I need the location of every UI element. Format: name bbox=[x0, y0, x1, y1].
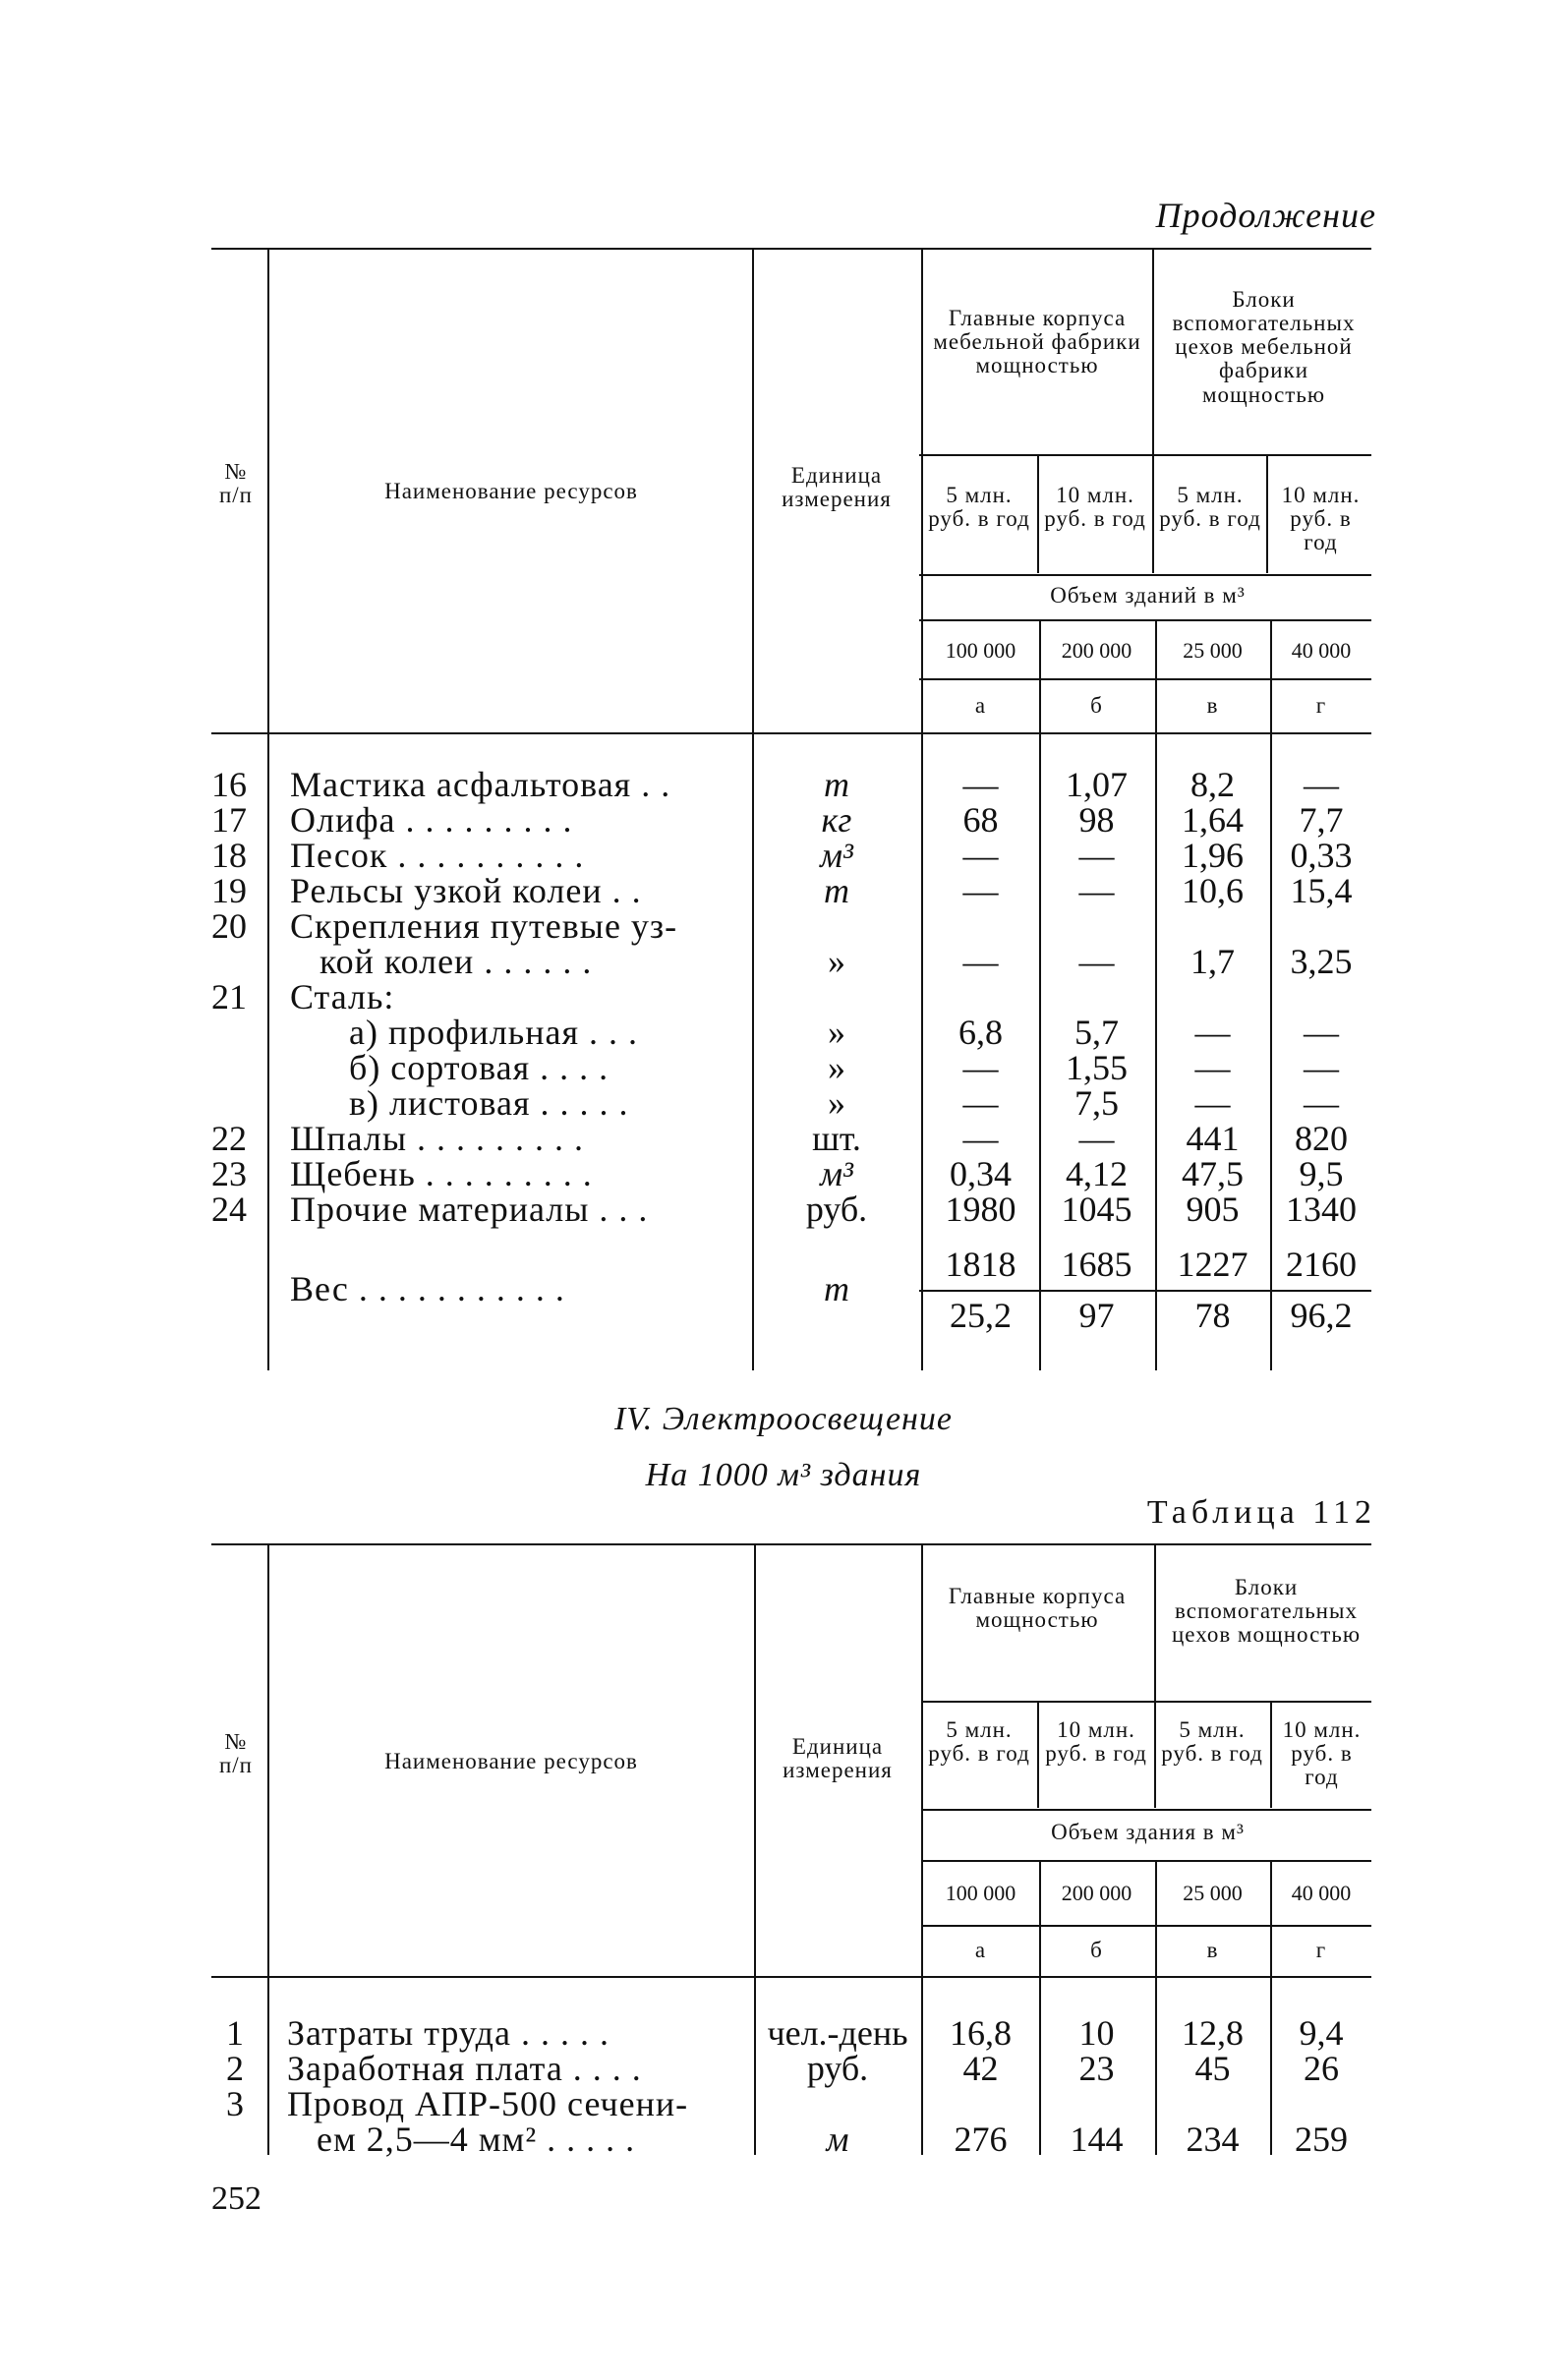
t1-head-letter-d: г bbox=[1315, 693, 1327, 718]
t1-head-group1: Главные корпуса мебельной фабрики мощностью bbox=[933, 306, 1141, 378]
value-c: — bbox=[1194, 1048, 1231, 1087]
t2-volume-bottom-rule bbox=[921, 1860, 1371, 1862]
value-a: 16,8 bbox=[950, 2013, 1012, 2053]
t1-head-vol-b: 200 000 bbox=[1061, 638, 1132, 663]
value-a: 6,8 bbox=[958, 1013, 1003, 1052]
row-number: 18 bbox=[211, 836, 247, 875]
t1-head-sub-b: 10 млн. руб. в год bbox=[1044, 483, 1146, 532]
value-c: 1,7 bbox=[1190, 942, 1235, 981]
weight-bottom-d: 96,2 bbox=[1290, 1296, 1353, 1335]
value-d: 9,4 bbox=[1299, 2013, 1344, 2053]
t2-head-group1: Главные корпуса мощностью bbox=[948, 1584, 1127, 1633]
value-b: — bbox=[1078, 942, 1115, 981]
value-b: 10 bbox=[1078, 2013, 1115, 2053]
unit: м bbox=[826, 2119, 849, 2159]
resource-name: а) профильная . . . bbox=[290, 1013, 639, 1052]
t2-vline-5b bbox=[1155, 1862, 1157, 2155]
resource-name: б) сортовая . . . . bbox=[290, 1048, 609, 1087]
t1-head-sub-d: 10 млн. руб. в год bbox=[1281, 483, 1361, 555]
value-c: 8,2 bbox=[1190, 765, 1235, 804]
resource-name: Рельсы узкой колеи . . bbox=[290, 871, 642, 910]
value-a: — bbox=[962, 942, 999, 981]
value-d: — bbox=[1304, 1083, 1339, 1123]
weight-top-b: 1685 bbox=[1061, 1245, 1132, 1284]
t2-head-num: № п/п bbox=[218, 1729, 253, 1778]
value-a: — bbox=[962, 1083, 999, 1123]
t1-top-rule bbox=[211, 248, 1371, 250]
t1-sub-rule bbox=[919, 454, 1371, 456]
value-b: 5,7 bbox=[1074, 1013, 1119, 1052]
value-a: 1980 bbox=[945, 1190, 1016, 1229]
t2-head-letter-b: б bbox=[1090, 1938, 1103, 1962]
t2-vline-6b bbox=[1270, 1862, 1272, 2155]
t1-vline-4 bbox=[1037, 455, 1039, 573]
unit: » bbox=[828, 1083, 845, 1123]
t1-volume-bottom-rule bbox=[919, 619, 1371, 621]
t2-vline-1 bbox=[267, 1545, 269, 2155]
value-b: — bbox=[1078, 1119, 1115, 1158]
t1-head-vol-d: 40 000 bbox=[1291, 638, 1352, 663]
t1-head-letter-b: б bbox=[1090, 693, 1103, 718]
weight-bottom-c: 78 bbox=[1194, 1296, 1231, 1335]
t1-head-sub-c: 5 млн. руб. в год bbox=[1159, 483, 1261, 532]
unit: » bbox=[828, 1013, 845, 1052]
t2-head-letter-d: г bbox=[1315, 1938, 1327, 1962]
value-c: 10,6 bbox=[1182, 871, 1244, 910]
value-a: 68 bbox=[962, 800, 999, 840]
t1-head-letter-c: в bbox=[1206, 693, 1219, 718]
value-b: 4,12 bbox=[1066, 1154, 1128, 1193]
value-c: 47,5 bbox=[1182, 1154, 1244, 1193]
value-d: 15,4 bbox=[1290, 871, 1353, 910]
value-d: — bbox=[1304, 1048, 1339, 1087]
value-b: — bbox=[1078, 836, 1115, 875]
t2-head-sub-b: 10 млн. руб. в год bbox=[1045, 1717, 1147, 1767]
t2-vline-3 bbox=[921, 1545, 923, 2155]
value-b: 1045 bbox=[1061, 1190, 1132, 1229]
t1-head-num: № п/п bbox=[218, 459, 253, 508]
value-b: 1,55 bbox=[1066, 1048, 1128, 1087]
resource-name: Скрепления путевые уз- bbox=[290, 906, 678, 946]
t2-top-rule bbox=[211, 1543, 1371, 1545]
row-number: 2 bbox=[226, 2049, 244, 2088]
value-c: — bbox=[1194, 1013, 1231, 1052]
t2-head-letter-c: в bbox=[1206, 1938, 1219, 1962]
value-a: — bbox=[962, 765, 999, 804]
t1-head-letter-a: а bbox=[974, 693, 987, 718]
t2-volume-top-rule bbox=[921, 1809, 1371, 1811]
t1-head-volume: Объем зданий в м³ bbox=[1050, 583, 1246, 608]
t2-vline-4b bbox=[1039, 1862, 1041, 2155]
value-c: 1,96 bbox=[1182, 836, 1244, 875]
unit: м³ bbox=[820, 1154, 853, 1193]
value-d: 7,7 bbox=[1299, 800, 1344, 840]
t2-vline-4 bbox=[1037, 1702, 1039, 1808]
t2-vline-5 bbox=[1154, 1545, 1156, 1808]
t2-head-unit: Единица измерения bbox=[783, 1734, 893, 1783]
value-c: 12,8 bbox=[1182, 2013, 1244, 2053]
resource-name: Прочие материалы . . . bbox=[290, 1190, 649, 1229]
t2-head-vol-d: 40 000 bbox=[1291, 1881, 1352, 1905]
value-b: 23 bbox=[1078, 2049, 1115, 2088]
unit: кг bbox=[821, 800, 852, 840]
section-title: IV. Электроосвещение bbox=[613, 1401, 953, 1437]
value-b: 1,07 bbox=[1066, 765, 1128, 804]
t2-head-letter-a: а bbox=[974, 1938, 987, 1962]
value-a: 276 bbox=[954, 2119, 1008, 2159]
continuation-label: Продолжение bbox=[1155, 196, 1376, 235]
row-number: 22 bbox=[211, 1119, 247, 1158]
resource-name: Щебень . . . . . . . . . bbox=[290, 1154, 593, 1193]
resource-name: Затраты труда . . . . . bbox=[287, 2013, 609, 2053]
t2-head-vol-b: 200 000 bbox=[1061, 1881, 1132, 1905]
t2-head-sub-c: 5 млн. руб. в год bbox=[1161, 1717, 1263, 1767]
unit: т bbox=[824, 765, 849, 804]
unit: т bbox=[824, 1269, 849, 1308]
t2-head-volume: Объем здания в м³ bbox=[1051, 1820, 1245, 1844]
weight-bottom-b: 97 bbox=[1078, 1296, 1115, 1335]
row-number: 3 bbox=[226, 2084, 244, 2123]
resource-name: Песок . . . . . . . . . . bbox=[290, 836, 585, 875]
value-b: 98 bbox=[1078, 800, 1115, 840]
value-a: — bbox=[962, 871, 999, 910]
unit: шт. bbox=[812, 1119, 861, 1158]
t1-head-unit: Единица измерения bbox=[782, 463, 892, 512]
weight-top-a: 1818 bbox=[945, 1245, 1016, 1284]
value-d: 3,25 bbox=[1290, 942, 1353, 981]
unit: т bbox=[824, 871, 849, 910]
row-number: 19 bbox=[211, 871, 247, 910]
value-b: 7,5 bbox=[1074, 1083, 1119, 1123]
resource-name: кой колеи . . . . . . bbox=[290, 942, 593, 981]
unit: чел.-день bbox=[767, 2013, 908, 2053]
row-number: 17 bbox=[211, 800, 247, 840]
t2-head-vol-a: 100 000 bbox=[945, 1881, 1016, 1905]
value-d: 0,33 bbox=[1290, 836, 1353, 875]
t2-head-sub-a: 5 млн. руб. в год bbox=[928, 1717, 1030, 1767]
value-d: 1340 bbox=[1286, 1190, 1357, 1229]
page-number: 252 bbox=[211, 2180, 261, 2217]
t2-vols-bottom-rule bbox=[921, 1925, 1371, 1927]
t1-vols-bottom-rule bbox=[919, 678, 1371, 680]
value-d: 26 bbox=[1304, 2049, 1339, 2088]
resource-name: Вес . . . . . . . . . . . bbox=[290, 1269, 565, 1308]
resource-name: Сталь: bbox=[290, 977, 395, 1016]
t2-header-bottom-rule bbox=[211, 1976, 1371, 1978]
t1-vline-3 bbox=[921, 250, 923, 1370]
weight-top-d: 2160 bbox=[1286, 1245, 1357, 1284]
t1-weight-mid-rule bbox=[919, 1290, 1371, 1292]
t1-head-name: Наименование ресурсов bbox=[384, 479, 638, 503]
unit: » bbox=[828, 942, 845, 981]
resource-name: Провод АПР-500 сечени- bbox=[287, 2084, 689, 2123]
t1-vline-5b bbox=[1152, 455, 1154, 573]
weight-top-c: 1227 bbox=[1177, 1245, 1248, 1284]
value-b: — bbox=[1078, 871, 1115, 910]
t2-head-sub-d: 10 млн. руб. в год bbox=[1282, 1717, 1362, 1790]
value-c: 234 bbox=[1186, 2119, 1240, 2159]
resource-name: ем 2,5—4 мм² . . . . . bbox=[287, 2119, 636, 2159]
value-c: 45 bbox=[1194, 2049, 1231, 2088]
value-a: — bbox=[962, 1119, 999, 1158]
row-number: 16 bbox=[211, 765, 247, 804]
row-number: 20 bbox=[211, 906, 247, 946]
t1-head-sub-a: 5 млн. руб. в год bbox=[928, 483, 1030, 532]
row-number: 21 bbox=[211, 977, 247, 1016]
t1-vline-1 bbox=[267, 250, 269, 1370]
value-a: — bbox=[962, 836, 999, 875]
table-label: Таблица 112 bbox=[1146, 1494, 1376, 1531]
unit: руб. bbox=[806, 2049, 869, 2088]
t2-head-vol-c: 25 000 bbox=[1183, 1881, 1243, 1905]
value-c: — bbox=[1194, 1083, 1231, 1123]
unit: » bbox=[828, 1048, 845, 1087]
value-c: 905 bbox=[1186, 1190, 1240, 1229]
t2-head-group2: Блоки вспомогательных цехов мощностью bbox=[1171, 1575, 1362, 1648]
unit: м³ bbox=[820, 836, 853, 875]
value-c: 441 bbox=[1186, 1119, 1240, 1158]
value-a: 42 bbox=[962, 2049, 999, 2088]
value-b: 144 bbox=[1070, 2119, 1124, 2159]
t1-head-vol-a: 100 000 bbox=[945, 638, 1016, 663]
t2-sub-rule bbox=[921, 1701, 1371, 1703]
resource-name: в) листовая . . . . . bbox=[290, 1083, 629, 1123]
t2-head-name: Наименование ресурсов bbox=[384, 1749, 638, 1773]
t1-vline-6 bbox=[1266, 455, 1268, 573]
value-d: 820 bbox=[1295, 1119, 1348, 1158]
t1-volume-top-rule bbox=[919, 574, 1371, 576]
value-a: — bbox=[962, 1048, 999, 1087]
row-number: 23 bbox=[211, 1154, 247, 1193]
value-d: 9,5 bbox=[1299, 1154, 1344, 1193]
row-number: 24 bbox=[211, 1190, 247, 1229]
resource-name: Шпалы . . . . . . . . . bbox=[290, 1119, 585, 1158]
resource-name: Олифа . . . . . . . . . bbox=[290, 800, 573, 840]
value-c: 1,64 bbox=[1182, 800, 1244, 840]
t1-vline-5 bbox=[1152, 250, 1154, 454]
section-subtitle: На 1000 м³ здания bbox=[645, 1457, 922, 1493]
row-number: 1 bbox=[226, 2013, 244, 2053]
value-d: — bbox=[1304, 1013, 1339, 1052]
weight-bottom-a: 25,2 bbox=[950, 1296, 1012, 1335]
unit: руб. bbox=[805, 1190, 868, 1229]
t1-head-vol-c: 25 000 bbox=[1183, 638, 1243, 663]
t1-header-bottom-rule bbox=[211, 732, 1371, 734]
value-d: — bbox=[1304, 765, 1339, 804]
resource-name: Мастика асфальтовая . . bbox=[290, 765, 671, 804]
t1-head-group2: Блоки вспомогательных цехов мебельной фабрики мощностью bbox=[1172, 287, 1356, 407]
resource-name: Заработная плата . . . . bbox=[287, 2049, 642, 2088]
value-d: 259 bbox=[1295, 2119, 1348, 2159]
value-a: 0,34 bbox=[950, 1154, 1012, 1193]
